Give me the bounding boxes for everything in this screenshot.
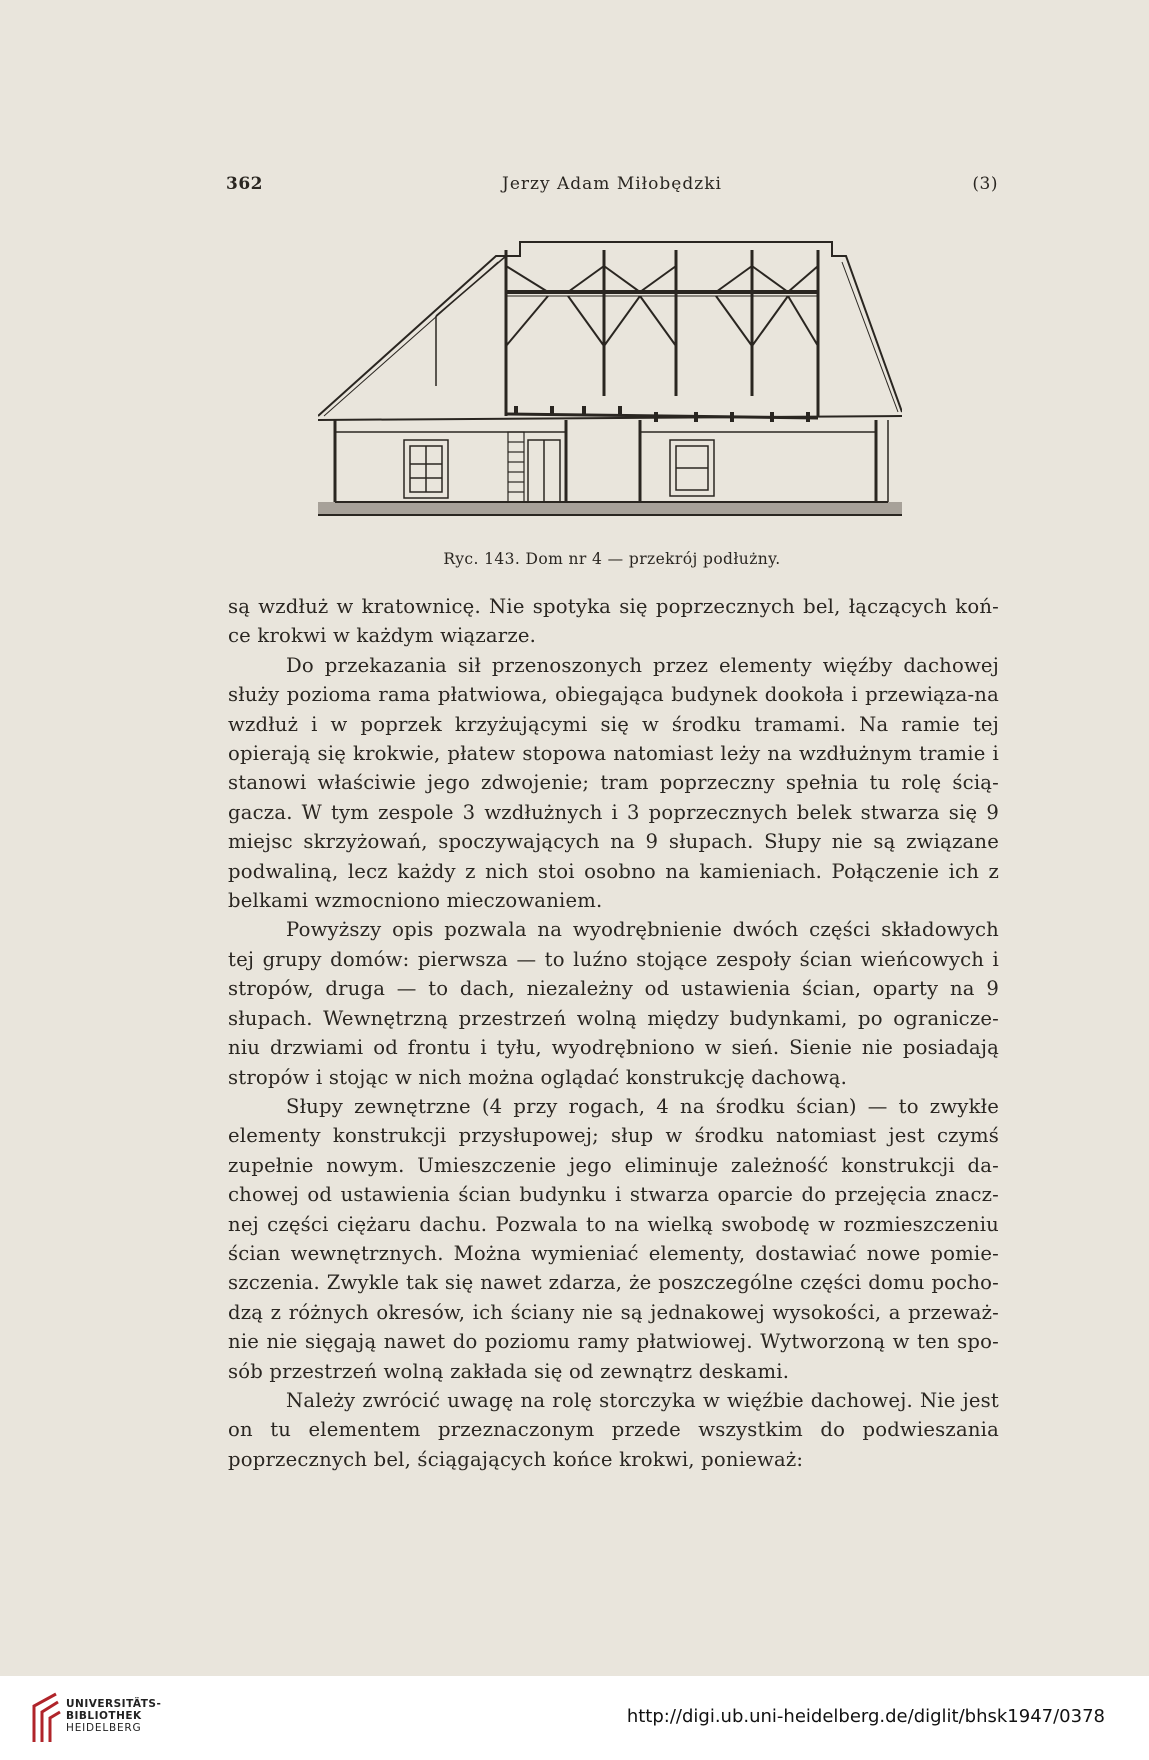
paragraph: Słupy zewnętrzne (4 przy rogach, 4 na środku ścian) — to zwykłe elementy konstrukcji przysłupowej; słup w środku natomiast jest czymś zupełnie nowym. Umieszczenie jego eliminuje zależność konstrukcji da-chowej od ustawienia ścian budynku i stwarza oparcie do przejęcia znacz-nej części ciężaru dachu. Pozwala to na wielką swobodę w rozmieszczeniu ścian wewnętrznych. Można wymieniać elementy, dostawiać nowe pomie-szczenia. Zwykle tak się nawet zdarza, że poszczególne części domu pocho-dzą z różnych okresów, ich ściany nie są jednakowej wysokości, a przeważ-nie nie sięgają nawet do poziomu ramy płatwiowej. Wytworzoną w ten spo-sób przestrzeń wolną zakłada się od zewnątrz deskami. xyxy=(228,1094,999,1383)
figure-caption: Ryc. 143. Dom nr 4 — przekrój podłużny. xyxy=(443,550,781,568)
paragraph: Należy zwrócić uwagę na rolę storczyka w więźbie dachowej. Nie jest on tu elementem przeznaczonym przede wszystkim do podwieszania poprzecznych bel, ściągających końce krokwi, ponieważ: xyxy=(228,1388,999,1471)
door xyxy=(528,440,560,502)
paragraph: są wzdłuż w kratownicę. Nie spotyka się poprzecznych bel, łączących koń-ce krokwi w każdym wiązarze. xyxy=(228,595,999,648)
carved-column xyxy=(508,432,524,502)
library-name-line1: UNIVERSITÄTS- xyxy=(66,1698,162,1710)
paragraph: Powyższy opis pozwala na wyodrębnienie dwóch części składowych tej grupy domów: pierwsza — to luźno stojące zespoły ścian wieńcowych i stropów, druga — to dach, niezależny od ustawienia ścian, oparty na 9 słupach. Wewnętrzną przestrzeń wolną między budynkami, po ogranicze-niu drzwiami od frontu i tyłu, wyodrębniono w sień. Sienie nie posiadają stropów i stojąc w nich można oglądać konstrukcję dachową. xyxy=(228,918,999,1089)
library-name-line3: HEIDELBERG xyxy=(66,1722,142,1734)
ground-hatch xyxy=(318,502,902,514)
paragraph: Do przekazania sił przenoszonych przez elementy więźby dachowej służy pozioma rama płatwiowa, obiegająca budynek dookoła i przewiąza-na wzdłuż i w poprzek krzyżującymi się w środku tramami. Na ramie tej opierają się krokwie, płatew stopowa natomiast leży na wzdłużnym tramie i stanowi właściwie jego zdwojenie; tram poprzeczny spełnia tu rolę ścią-gacza. W tym zespole 3 wzdłużnych i 3 poprzecznych belek stwarza się 9 miejsc skrzyżowań, spoczywających na 9 słupach. Słupy nie są związane podwaliną, lecz każdy z nich stoi osobno na kamieniach. Połączenie ich z belkami wzmocniono mieczowaniem. xyxy=(228,653,999,913)
right-window xyxy=(670,440,714,496)
ground-line xyxy=(318,514,902,516)
roof-braces xyxy=(506,266,818,346)
page-number: 362 xyxy=(226,174,263,194)
left-window xyxy=(404,440,448,498)
source-url-link[interactable]: http://digi.ub.uni-heidelberg.de/diglit/bhsk1947/0378 xyxy=(626,1706,1105,1727)
running-header xyxy=(226,174,998,198)
body-text xyxy=(228,592,999,1474)
running-author: Jerzy Adam Miłobędzki xyxy=(502,174,722,194)
library-footer xyxy=(0,1676,1149,1760)
section-marker: (3) xyxy=(972,174,998,194)
library-logo-icon xyxy=(28,1690,62,1744)
library-name xyxy=(66,1698,161,1734)
library-name-line2: BIBLIOTHEK xyxy=(66,1710,142,1722)
house-section-drawing xyxy=(318,236,902,528)
